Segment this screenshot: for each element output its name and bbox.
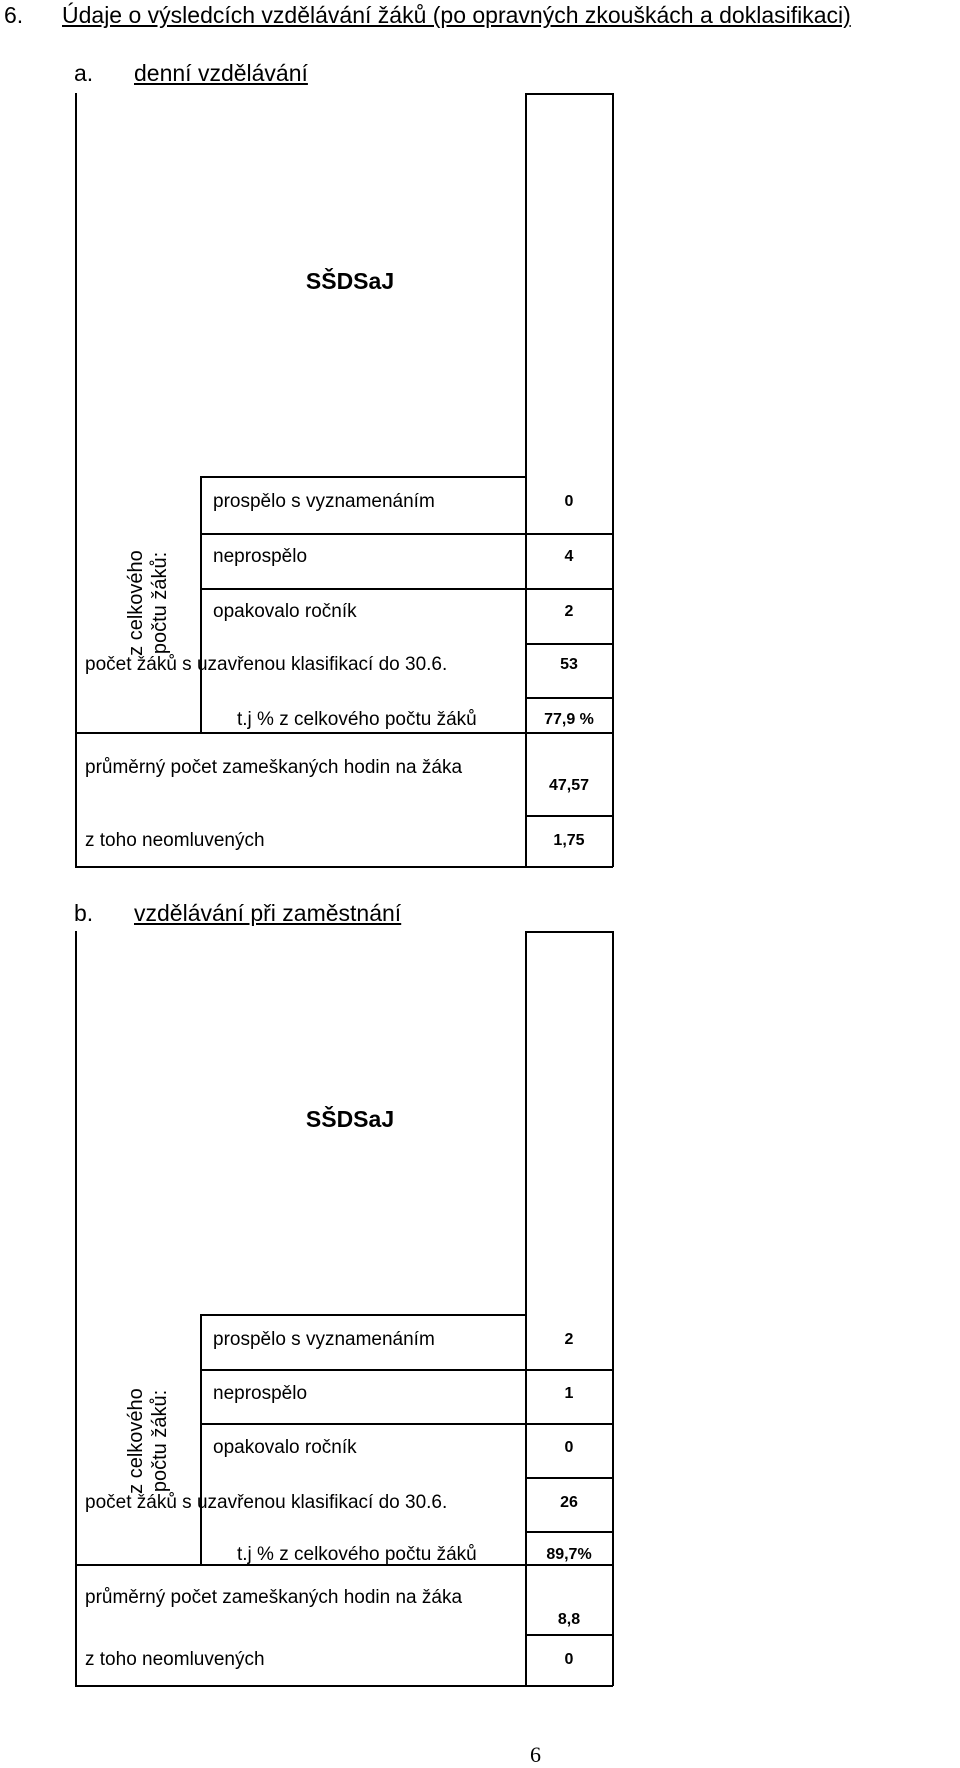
row-label-failed: neprospělo (213, 1383, 308, 1404)
percentage-label: t.j % z celkového počtu žáků (237, 1544, 477, 1565)
heading-number: 6. (4, 2, 24, 28)
school-name: SŠDSaJ (305, 1106, 395, 1132)
closed-classification-value: 26 (560, 1494, 578, 1511)
closed-classification-label: počet žáků s uzavřenou klasifikací do 30.6. (85, 1492, 448, 1513)
row-label-honors: prospělo s vyznamenáním (213, 491, 435, 512)
rotated-total-label: z celkového počtu žáků: (125, 1388, 171, 1494)
row-label-repeated: opakovalo ročník (213, 601, 357, 622)
average-absence-value: 8,8 (557, 1611, 581, 1628)
school-name: SŠDSaJ (305, 268, 395, 294)
average-absence-label: průměrný počet zameškaných hodin na žáka (85, 757, 463, 778)
row-label-repeated: opakovalo ročník (213, 1437, 357, 1458)
closed-classification-value: 53 (560, 656, 578, 673)
subsection-letter: a. (74, 60, 94, 86)
row-value-honors: 2 (564, 1331, 574, 1348)
subsection-title: vzdělávání při zaměstnání (134, 900, 402, 926)
row-value-failed: 1 (564, 1385, 574, 1402)
rotated-total-label: z celkového počtu žáků: (125, 550, 171, 656)
row-value-repeated: 0 (564, 1439, 574, 1456)
percentage-label: t.j % z celkového počtu žáků (237, 709, 477, 730)
average-absence-label: průměrný počet zameškaných hodin na žáka (85, 1587, 463, 1608)
average-absence-value: 47,57 (548, 777, 590, 794)
closed-classification-label: počet žáků s uzavřenou klasifikací do 30.6. (85, 654, 448, 675)
row-label-honors: prospělo s vyznamenáním (213, 1329, 435, 1350)
unexcused-value: 0 (564, 1651, 574, 1668)
row-label-failed: neprospělo (213, 546, 308, 567)
percentage-value: 77,9 % (544, 711, 594, 728)
unexcused-label: z toho neomluvených (85, 1649, 265, 1670)
unexcused-value: 1,75 (553, 832, 585, 849)
unexcused-label: z toho neomluvených (85, 830, 265, 851)
page-number: 6 (530, 1742, 541, 1767)
row-value-failed: 4 (564, 548, 574, 565)
row-value-honors: 0 (564, 493, 574, 510)
heading-title: Údaje o výsledcích vzdělávání žáků (po opravných zkouškách a doklasifikaci) (62, 2, 851, 28)
subsection-letter: b. (74, 900, 94, 926)
results-table-employment (75, 931, 613, 1686)
subsection-title: denní vzdělávání (134, 60, 308, 86)
results-table-daily (75, 93, 613, 867)
row-value-repeated: 2 (564, 603, 574, 620)
percentage-value: 89,7% (546, 1546, 592, 1563)
